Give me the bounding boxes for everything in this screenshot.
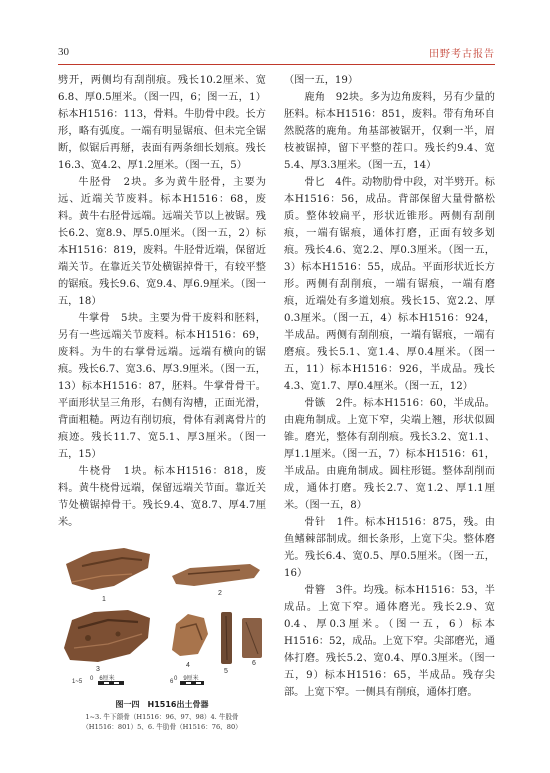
scale-label-b: 0 9厘米 (174, 676, 199, 682)
mandible-photo-1 (62, 546, 154, 594)
header-divider (58, 64, 495, 65)
mandible-photo-3 (58, 608, 154, 666)
femur-photo-4 (168, 610, 210, 658)
left-text-column (58, 72, 266, 531)
right-text-column (284, 72, 495, 701)
figure-label-4: 4 (186, 662, 190, 669)
figure-label-2: 2 (218, 590, 222, 597)
page-header (58, 44, 495, 62)
figure-bone-artifacts (58, 538, 266, 743)
page-number: 30 (58, 46, 69, 58)
paragraph: 骨镞 2件。标本H1516：60，半成品。由鹿角制成。上宽下窄，尖端上翘，形状似圆锥。磨光，整体有刮削痕。残长3.2、宽1.1、厚1.1厘米。（图一五，7）标本H1516：61，半成品。由鹿角制成。圆柱形铤。整体刮削而成，通体打磨。残长2.7、宽1.2、厚1.1厘米。（图一五，8） (284, 398, 495, 511)
scale-label-a: 0 6厘米 (90, 676, 115, 682)
figure-label-5: 5 (224, 668, 228, 675)
figure-note-line-2: （H1516：801）5、6. 牛肋骨（H1516：76、80） (82, 723, 242, 731)
paragraph: 牛胫骨 2块。多为黄牛胫骨，主要为远、近端关节废料。标本H1516：68，废料。黄牛右胫骨远端。远端关节以上被锯。残长6.2、宽8.9、厚5.0厘米。（图一五，2）标本H1516：819，废料。牛胫骨近端，保留近端关节。在靠近关节处横锯掉骨干，有较平整的锯痕。残长9.6、宽9.4、厚6.9厘米。（图一五，18） (58, 177, 266, 307)
rib-photo-6 (240, 616, 264, 660)
mandible-photo-2 (170, 560, 262, 590)
paragraph: （图一五，19） (284, 75, 359, 86)
figure-label-1: 1 (102, 596, 106, 603)
rib-photo-5 (218, 610, 236, 666)
paragraph: 牛掌骨 5块。主要为骨干废料和胚料，另有一些远端关节废料。标本H1516：69，废料。为牛的右掌骨远端。远端有横向的锯痕。残长6.7、宽3.6、厚3.9厘米。（图一五，13）标本H1516：87，胚料。牛掌骨骨干。平面形状呈三角形，右侧有沟槽，正面光滑，背面粗糙。两边有削切痕，骨体有剥离骨片的痕迹。残长11.7、宽5.1、厚3厘米。（图一五，15） (58, 313, 266, 460)
scale-range-a: 1~5 (72, 679, 83, 685)
scale-range-b: 6 (170, 679, 174, 685)
paragraph: 鹿角 92块。多为边角废料，另有少量的胚料。标本H1516：851，废料。带有角环自然脱落的鹿角。角基部被锯开，仅剩一半，眉枝被锯掉，留下平整的茬口。残长约9.4、宽5.4、厚3.3厘米。（图一五，14） (284, 92, 495, 171)
paragraph: 劈开，两侧均有刮削痕。残长10.2厘米、宽6.8、厚0.5厘米。（图一四，6；图一五，1）标本H1516：113，骨料。牛肋骨中段。长方形，略有弧度。一端有明显锯痕、但未完全锯断，似锯后再掰，表面有两条细长划痕。残长16.3、宽4.2、厚1.2厘米。（图一五，5） (58, 75, 266, 171)
paragraph: 骨匕 4件。动物肋骨中段，对半劈开。标本H1516：56，成品。背部保留大量骨骼松质。整体较扁平，形状近锥形。两侧有刮削痕，一端有锯痕，通体打磨，正面有较多划痕。残长4.6、宽2.2、厚0.3厘米。（图一五，3）标本H1516：55，成品。平面形状近长方形。两侧有刮削痕，一端有锯痕，一端有磨痕，近端处有多道划痕。残长15、宽2.2、厚0.3厘米。（图一五，4）标本H1516：924，半成品。两侧有刮削痕，一端有锯痕，一端有磨痕。残长5.1、宽1.4、厚0.4厘米。（图一五，11）标本H1516：926，半成品。残长4.3、宽1.7、厚0.4厘米。（图一五，12） (284, 177, 495, 392)
figure-caption: 图一四 H1516出土骨器 (115, 700, 209, 709)
figure-label-3: 3 (96, 666, 100, 673)
figure-label-6: 6 (252, 660, 256, 667)
figure-note-line-1: 1~3. 牛下颌骨（H1516：96、97、98）4. 牛股骨 (85, 713, 239, 721)
journal-title: 田野考古报告 (429, 49, 495, 60)
paragraph: 牛桡骨 1块。标本H1516：818，废料。黄牛桡骨远端，保留远端关节面。靠近关节处横锯掉骨干。残长9.4、宽8.7、厚4.7厘米。 (58, 466, 266, 528)
paragraph: 骨针 1件。标本H1516：875，残。由鱼鳍棘部制成。细长条形，上宽下尖。整体磨光。残长6.4、宽0.5、厚0.5厘米。（图一五，16） (284, 517, 495, 579)
paragraph: 骨簪 3件。均残。标本H1516：53，半成品。上宽下窄。通体磨光。残长2.9、宽0.4、厚0.3厘米。（图一五，6）标本H1516：52，成品。上宽下窄。尖部磨光，通体打磨。残长5.2、宽0.4、厚0.3厘米。（图一五，9）标本H1516：65，半成品。残存尖部。上宽下窄。一侧具有削痕，通体打磨。 (284, 585, 495, 698)
